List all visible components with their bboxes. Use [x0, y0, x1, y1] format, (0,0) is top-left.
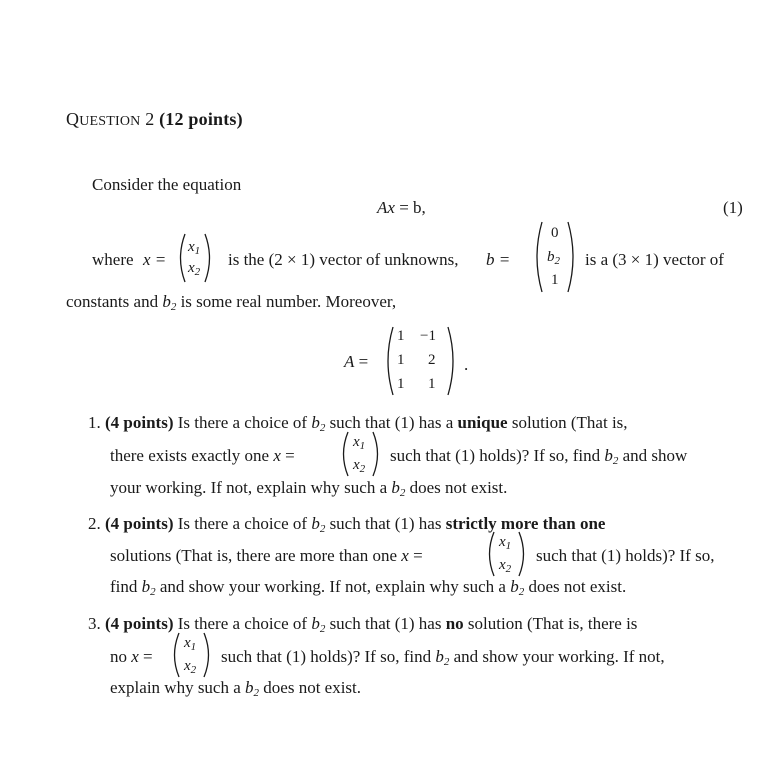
- item-1-text-h: does not exist.: [409, 478, 508, 497]
- x-entry-2: $x_2$: [353, 457, 366, 475]
- x-entry-1: $x_1$: [499, 534, 512, 552]
- constants-vector-text: is a (3 × 1) vector of: [585, 250, 724, 269]
- equation-1: [377, 199, 426, 216]
- x-vector: [341, 430, 381, 478]
- item-2-text-b: such that (1) has: [329, 514, 442, 533]
- A-22: 2: [428, 352, 436, 368]
- b-vector: [534, 220, 576, 294]
- item-3-text-a: Is there a choice of: [177, 614, 308, 633]
- item-1-number: 1.: [88, 413, 101, 432]
- x-entry-1: $x_1$: [184, 635, 197, 653]
- b-entry-3: 1: [551, 272, 559, 288]
- b2-symbol: $b_2$: [141, 577, 156, 598]
- item-2-text-a: Is there a choice of: [177, 514, 308, 533]
- A-32: 1: [428, 376, 436, 392]
- item-2-text-f: does not exist.: [528, 577, 627, 596]
- item-1-line-2a: there exists exactly one x =: [110, 446, 295, 465]
- item-3-line-3: [110, 678, 362, 699]
- b2-symbol: $b_2$: [162, 292, 177, 313]
- item-2-line-2b: such that (1) holds)? If so,: [536, 546, 715, 565]
- A-11: 1: [397, 328, 405, 344]
- b2-symbol: $b_2$: [510, 577, 525, 598]
- item-2-line-1: [88, 514, 606, 535]
- b2-symbol: $b_2$: [311, 413, 326, 434]
- x-vector: [487, 530, 527, 578]
- constants-line: [66, 292, 397, 313]
- A-12: −1: [420, 328, 436, 344]
- item-2-text-c: solutions (That is, there are more than one: [110, 546, 398, 565]
- equation-number: (1): [723, 198, 743, 217]
- b-def-eq: b =: [486, 250, 511, 269]
- item-3-text-c: solution (That is, there is: [467, 614, 638, 633]
- item-2-text-d: find: [110, 577, 138, 596]
- equation-rhs: = b,: [399, 198, 426, 217]
- item-3-emphasis: no: [445, 614, 464, 633]
- x-vector: [178, 232, 212, 284]
- item-3-line-2b: [221, 647, 665, 668]
- item-3-points: (4 points): [105, 614, 174, 633]
- item-1-emphasis: unique: [457, 413, 508, 432]
- item-1-line-2b: [390, 446, 688, 467]
- b2-symbol: $b_2$: [391, 478, 406, 499]
- item-3-text-g: explain why such a: [110, 678, 241, 697]
- heading-smallcaps: UESTION: [79, 114, 141, 129]
- b-entry-1: 0: [551, 225, 559, 241]
- question-number: 2: [145, 109, 155, 129]
- x-entry-1: $x_1$: [188, 239, 201, 257]
- item-2-points: (4 points): [105, 514, 174, 533]
- where-label: where: [92, 250, 134, 269]
- item-2-emphasis: strictly more than one: [445, 514, 606, 533]
- x-entry-2: $x_2$: [188, 260, 201, 278]
- A-period: .: [464, 355, 469, 374]
- x-eq: x: [401, 546, 409, 565]
- x-entry-1: $x_1$: [353, 434, 366, 452]
- item-3-text-d: no: [110, 647, 127, 666]
- x-eq: x: [273, 446, 281, 465]
- item-2-line-3: [110, 577, 627, 598]
- item-2-text-e: and show your working. If not, explain why such a: [159, 577, 506, 596]
- item-1-text-g: your working. If not, explain why such a: [110, 478, 388, 497]
- item-2-number: 2.: [88, 514, 101, 533]
- question-heading: [66, 110, 243, 129]
- x-entry-2: $x_2$: [499, 557, 512, 575]
- x-entry-2: $x_2$: [184, 658, 197, 676]
- b2-symbol: $b_2$: [245, 678, 260, 699]
- item-3-line-1: [88, 614, 638, 635]
- item-3-text-e: such that (1) holds)? If so, find: [221, 647, 432, 666]
- consider-text: Consider the equation: [92, 175, 242, 194]
- item-1-text-d: there exists exactly one: [110, 446, 270, 465]
- b2-symbol: $b_2$: [311, 514, 326, 535]
- x-eq: x: [131, 647, 139, 666]
- constants-text: constants and: [66, 292, 159, 311]
- A-matrix: [385, 325, 457, 397]
- item-1-text-a: Is there a choice of: [177, 413, 308, 432]
- equation-lhs: Ax: [377, 198, 395, 217]
- item-1-text-b: such that (1) has a: [329, 413, 454, 432]
- item-3-line-2a: no x =: [110, 647, 153, 666]
- item-1-line-1: [88, 413, 628, 434]
- moreover-text: is some real number. Moreover,: [180, 292, 397, 311]
- item-2-line-2a: solutions (That is, there are more than one x =: [110, 546, 423, 565]
- item-3-text-f: and show your working. If not,: [453, 647, 665, 666]
- item-3-text-h: does not exist.: [263, 678, 362, 697]
- A-31: 1: [397, 376, 405, 392]
- A-21: 1: [397, 352, 405, 368]
- heading-cap: Q: [66, 109, 80, 129]
- item-1-text-c: solution (That is,: [511, 413, 628, 432]
- b2-symbol: $b_2$: [311, 614, 326, 635]
- b2-symbol: $b_2$: [435, 647, 450, 668]
- item-3-number: 3.: [88, 614, 101, 633]
- question-points: (12 points): [159, 109, 243, 129]
- item-1-points: (4 points): [105, 413, 174, 432]
- A-def-eq: A =: [344, 352, 369, 371]
- b2-symbol: $b_2$: [604, 446, 619, 467]
- item-1-text-f: and show: [622, 446, 688, 465]
- item-3-text-b: such that (1) has: [329, 614, 442, 633]
- x-vector: [172, 631, 212, 679]
- b-entry-2: $b_2$: [547, 249, 560, 267]
- item-1-text-e: such that (1) holds)? If so, find: [390, 446, 601, 465]
- x-def-eq: x =: [143, 250, 167, 269]
- item-1-line-3: [110, 478, 508, 499]
- unknowns-text: is the (2 × 1) vector of unknowns,: [228, 250, 459, 269]
